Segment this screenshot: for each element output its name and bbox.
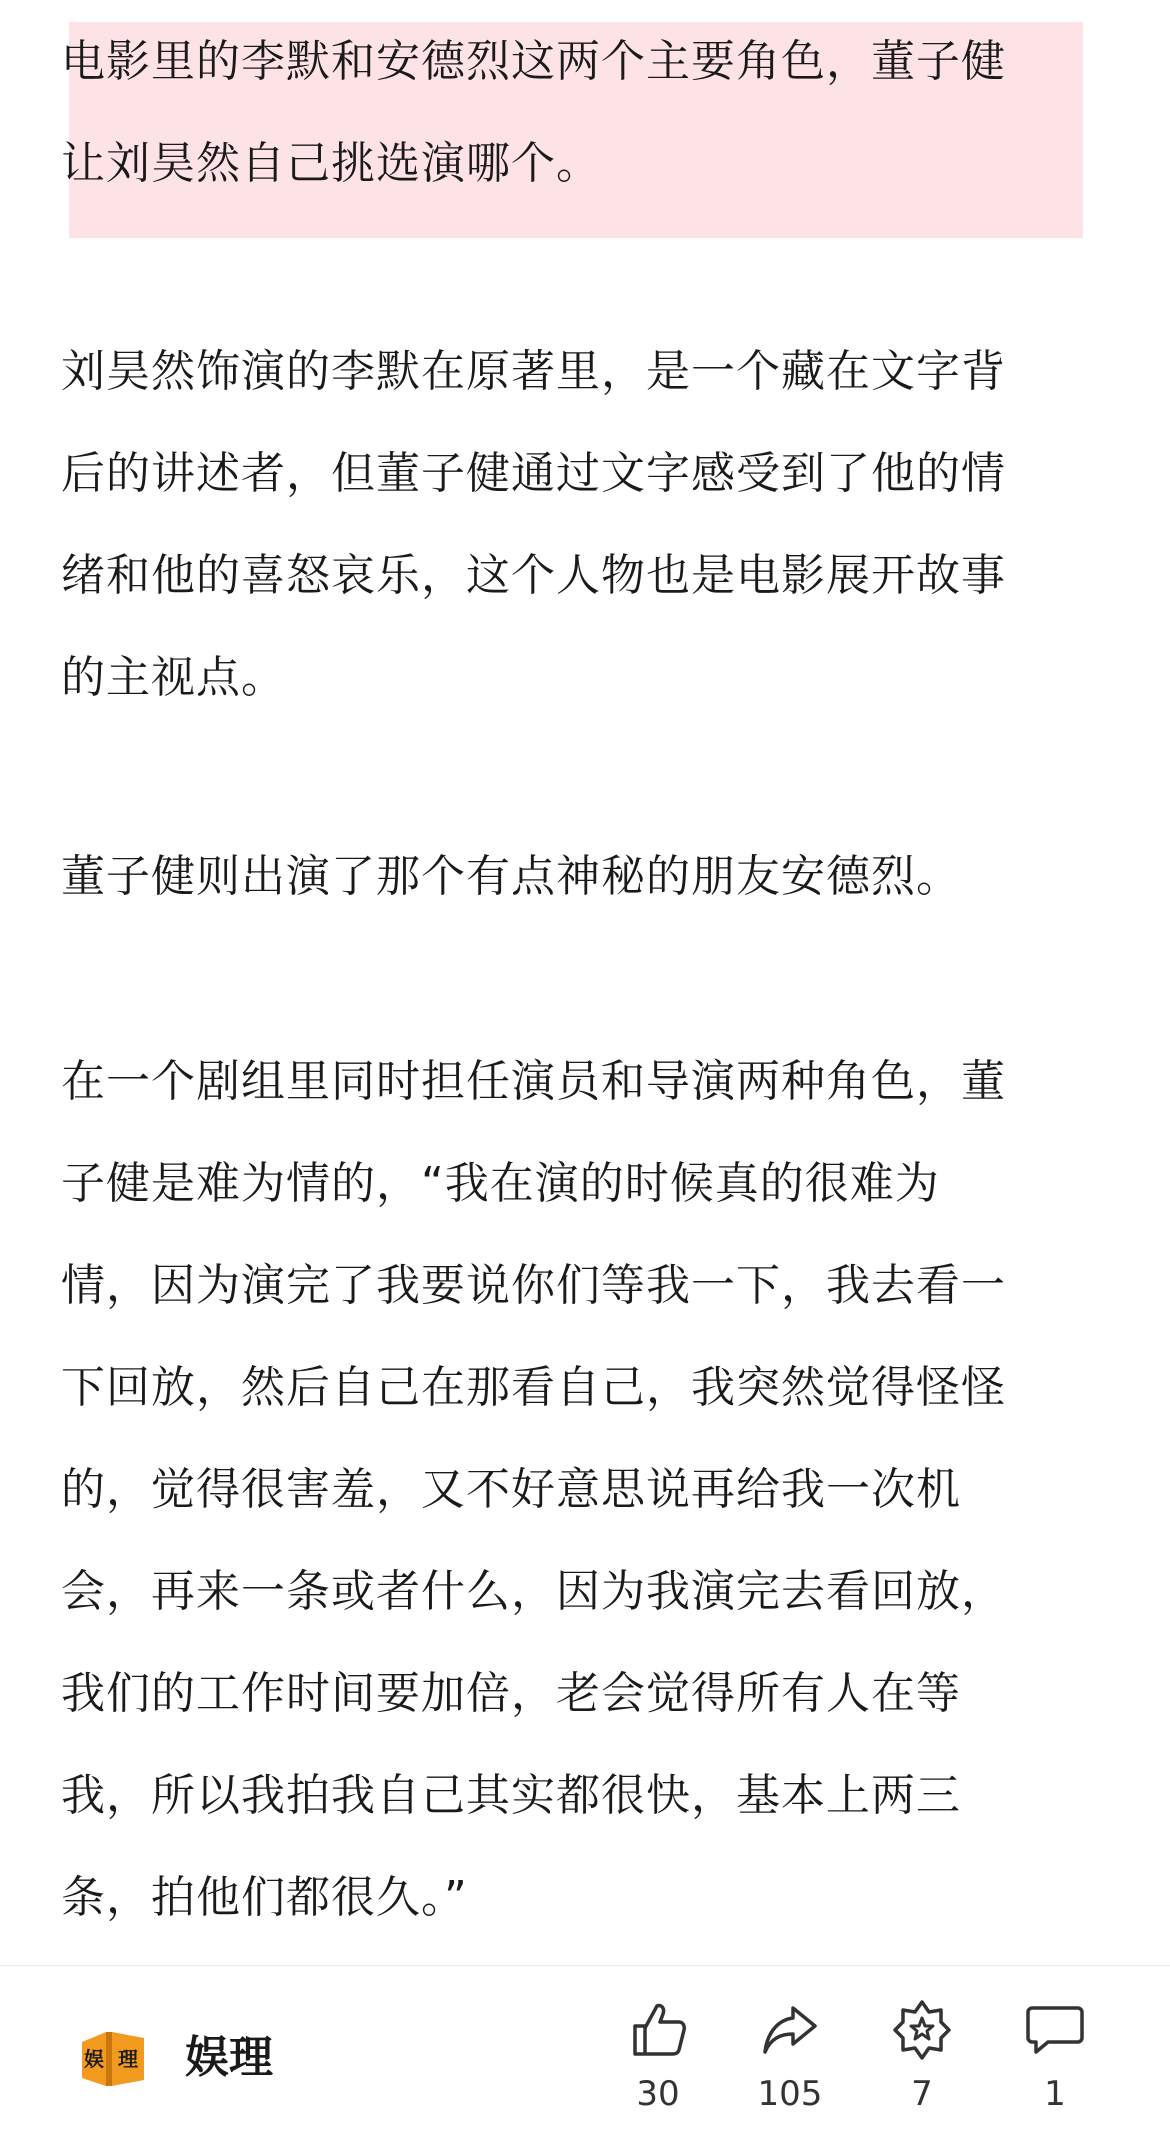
comment-count: 1	[1044, 2074, 1066, 2114]
brand-name[interactable]: 娱理	[185, 2032, 273, 2083]
svg-text:娱: 娱	[84, 2047, 104, 2071]
star-badge-icon	[891, 1998, 953, 2060]
share-arrow-icon	[759, 1998, 821, 2060]
comment-bubble-icon	[1024, 1998, 1086, 2060]
share-count: 105	[757, 2074, 823, 2114]
like-count: 30	[636, 2074, 680, 2114]
share-button[interactable]	[735, 1998, 845, 2114]
paragraph: 刘昊然饰演的李默在原著里，是一个藏在文字背 后的讲述者，但董子健通过文字感受到了他的情 绪和他的喜怒哀乐，这个人物也是电影展开故事 的主视点。	[61, 346, 1006, 703]
like-button[interactable]	[603, 1998, 713, 2114]
thumbs-up-icon	[627, 1998, 689, 2060]
comment-button[interactable]	[1000, 1998, 1110, 2114]
paragraph: 董子健则出演了那个有点神秘的朋友安德烈。	[61, 851, 961, 902]
bottom-action-bar	[0, 1965, 1170, 2152]
brand-logo-icon[interactable]	[76, 2022, 150, 2096]
paragraph-highlighted: 电影里的李默和安德烈这两个主要角色，董子健 让刘昊然自己挑选演哪个。	[61, 36, 1006, 189]
paragraph: 在一个剧组里同时担任演员和导演两种角色，董 子健是难为情的，“我在演的时候真的很难为 情，因为演完了我要说你们等我一下，我去看一 下回放，然后自己在那看自己，我突然觉得怪怪 的，觉得很害羞，又不好意思说再给我一次机 会，再来一条或者什么，因为我演完去看回放， 我们的工作时间要加倍，老会觉得所有人在等 我，所以我拍我自己其实都很快，基本上两三 条，拍他们都很久。”	[61, 1056, 1006, 1923]
badge-button[interactable]	[867, 1998, 977, 2114]
badge-count: 7	[911, 2074, 933, 2114]
svg-text:理: 理	[118, 2047, 138, 2071]
